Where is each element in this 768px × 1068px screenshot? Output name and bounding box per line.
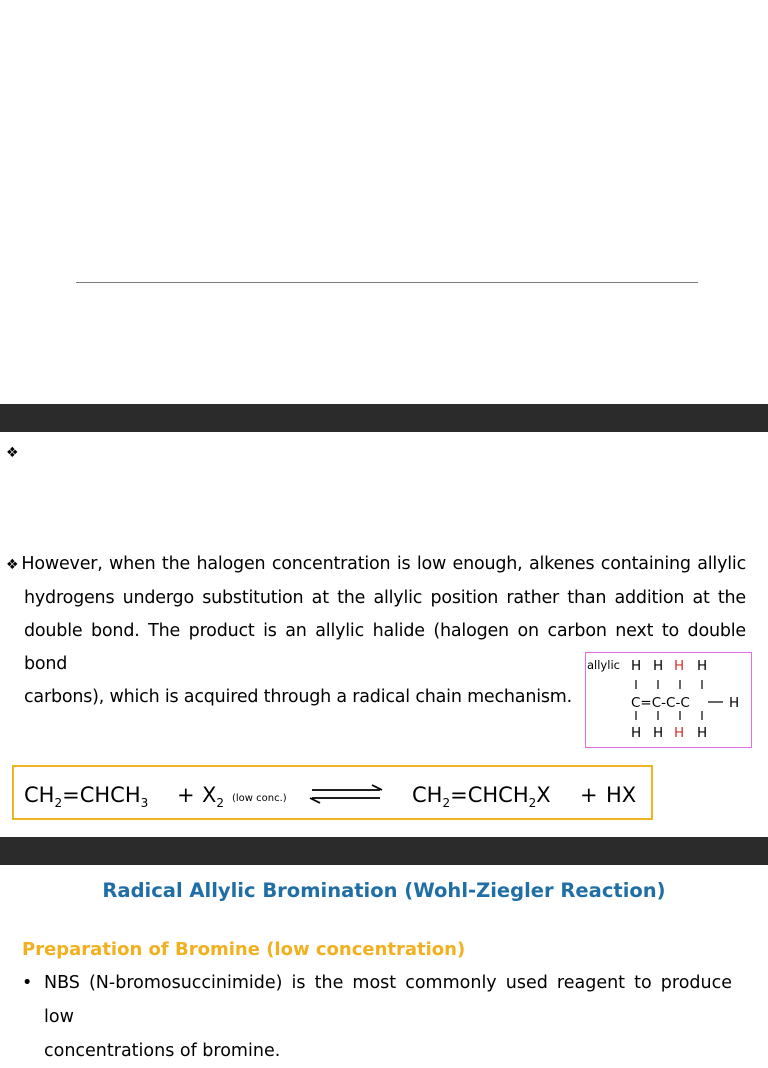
bottom-h-2: H xyxy=(653,725,664,741)
paragraph-line-1: ❖ However, when the halogen concentration is low enough, alkenes containing allylic xyxy=(6,554,746,574)
allylic-structure-diagram xyxy=(585,652,752,748)
equation-box xyxy=(12,765,653,820)
allylic-label: allylic xyxy=(587,658,620,672)
diamond-bullet-icon: ❖ xyxy=(6,557,20,573)
equation-reactant: $CH_2=CHCH_3$ xyxy=(24,783,149,810)
carbon-chain: C=C-C-C xyxy=(631,695,690,711)
subheading: Preparation of Bromine (low concentration) xyxy=(22,939,466,960)
top-h-3-allylic: H xyxy=(674,658,685,674)
bullet-line-2: concentrations of bromine. xyxy=(44,1041,281,1061)
bullet-line-1: NBS (N-bromosuccinimide) is the most commonly used reagent to produce low xyxy=(44,973,732,1027)
header-divider xyxy=(76,282,698,283)
top-h-4: H xyxy=(697,658,708,674)
top-h-2: H xyxy=(653,658,664,674)
section-title: Radical Allylic Bromination (Wohl-Ziegler Reaction) xyxy=(102,879,666,902)
equation-product: $CH_2=CHCH_2X$ xyxy=(412,783,551,810)
empty-bullet-icon: ❖ xyxy=(6,445,19,461)
paragraph-line-4: carbons), which is acquired through a radical chain mechanism. xyxy=(24,687,573,707)
equation-byproduct: HX xyxy=(606,783,637,807)
paragraph-line-3: double bond. The product is an allylic halide (halogen on carbon next to double bond xyxy=(24,621,746,674)
bottom-bonds xyxy=(636,711,702,720)
nbs-bullet xyxy=(22,966,732,1068)
equation-condition: (low conc.) xyxy=(232,793,287,804)
dark-band-bottom xyxy=(0,837,768,865)
top-bonds xyxy=(636,680,702,689)
equation-plus-2: + xyxy=(580,783,598,807)
dark-band-top xyxy=(0,404,768,432)
bottom-h-4: H xyxy=(697,725,708,741)
right-h: H xyxy=(729,695,740,711)
equilibrium-arrows-icon xyxy=(310,785,382,803)
paragraph-line-2: hydrogens undergo substitution at the allylic position rather than addition at the xyxy=(24,588,746,608)
top-h-1: H xyxy=(631,658,642,674)
equation-plus-1: + xyxy=(177,783,195,807)
bottom-h-1: H xyxy=(631,725,642,741)
bullet-dot-icon: • xyxy=(22,973,33,993)
equation-reagent: $X_2$ xyxy=(202,783,225,810)
bottom-h-3-allylic: H xyxy=(674,725,685,741)
